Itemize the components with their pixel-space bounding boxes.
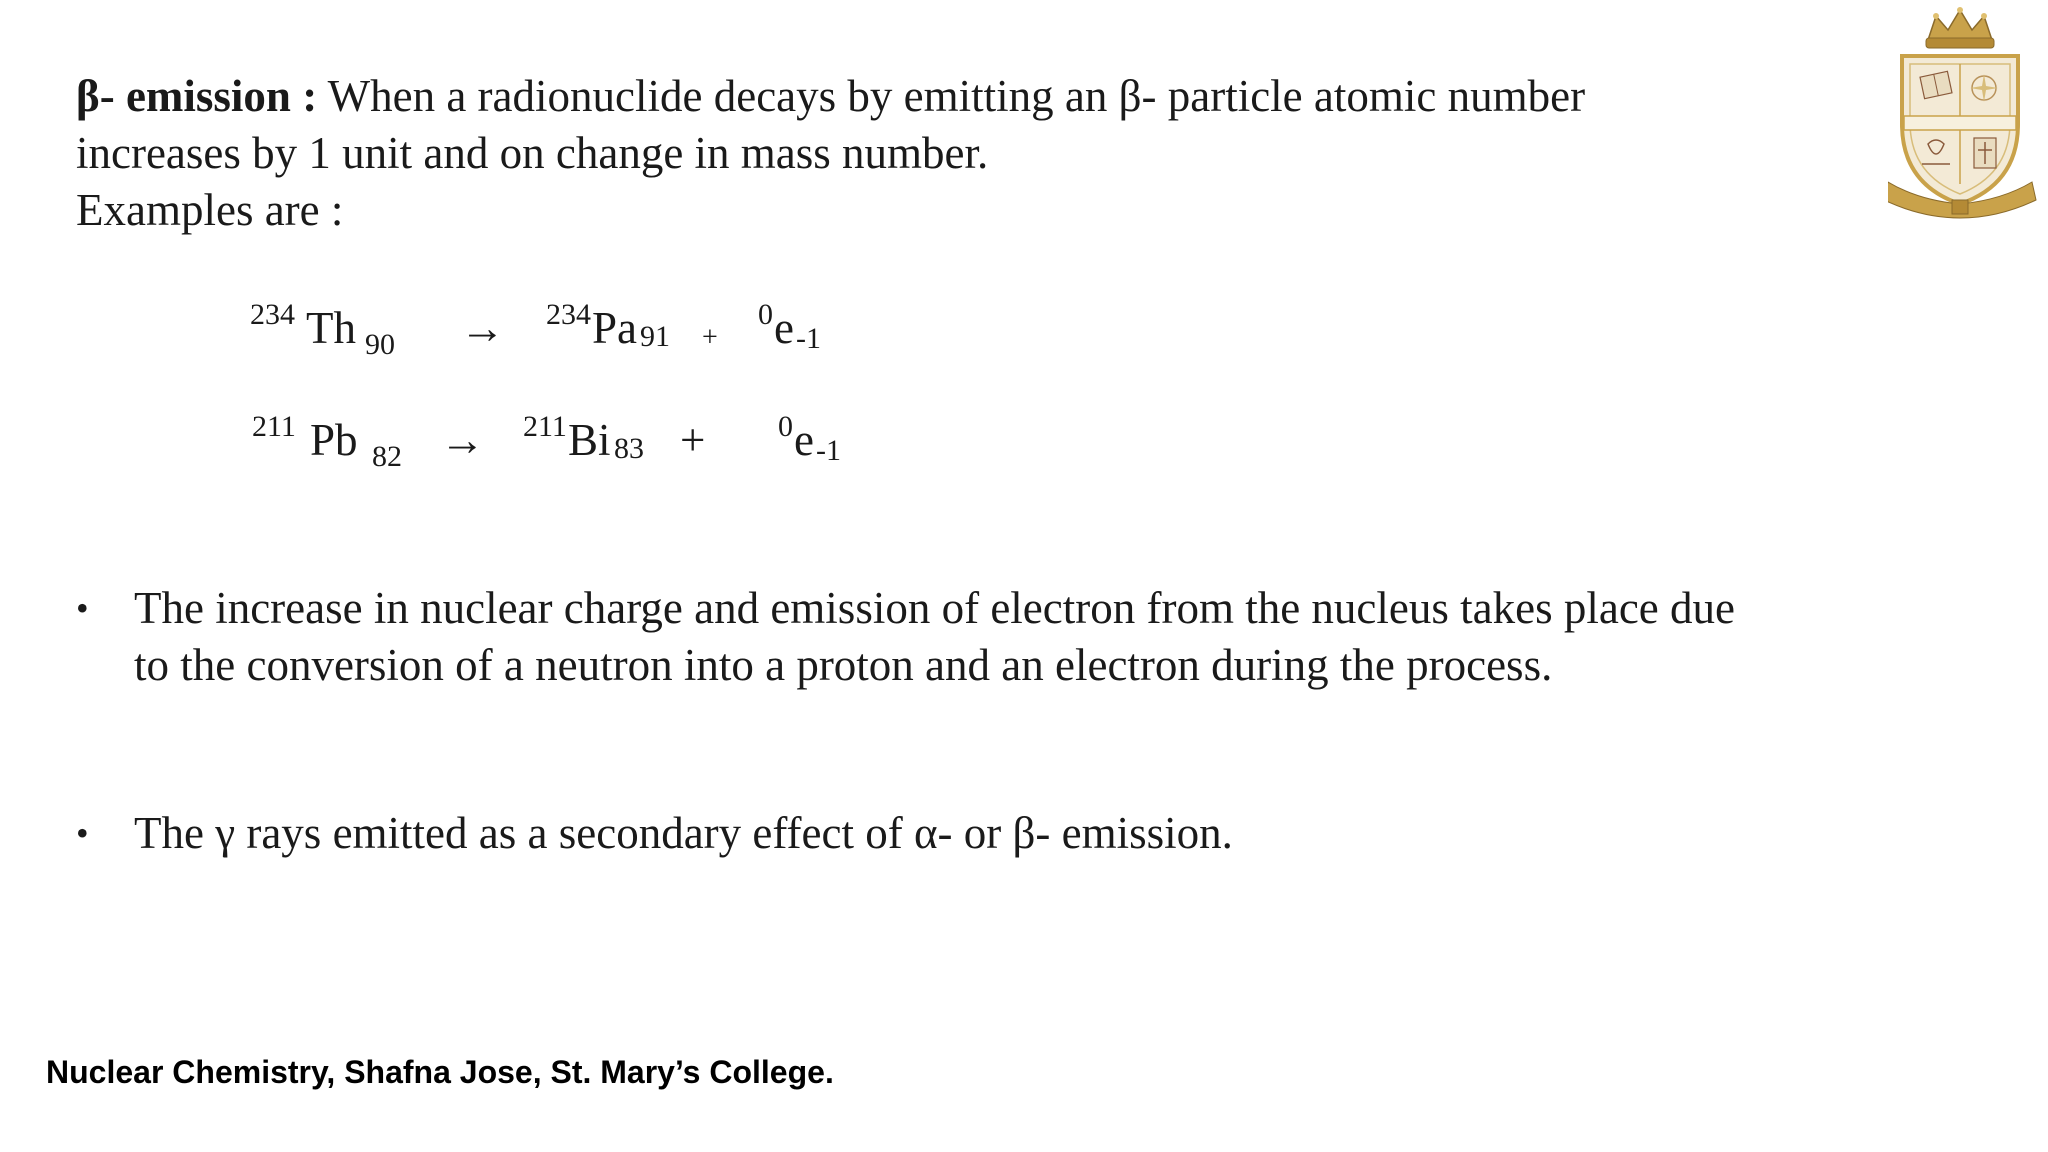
product-atomic-number: 91 (640, 320, 670, 353)
particle-mass-number: 0 (778, 410, 793, 443)
reaction-arrow: → (460, 303, 505, 353)
bullet-marker: • (76, 813, 89, 853)
bullet-list (76, 580, 1776, 862)
slide-footer: Nuclear Chemistry, Shafna Jose, St. Mary’s College. (46, 1054, 834, 1090)
product-symbol: Pa (592, 303, 637, 353)
particle-atomic-number: -1 (816, 434, 841, 467)
product-mass-number: 211 (523, 410, 567, 443)
product-atomic-number: 83 (614, 432, 644, 465)
particle-symbol: e (774, 303, 794, 353)
product-symbol: Bi (568, 415, 611, 465)
bullet-item-nuclear-charge (76, 580, 1776, 694)
definition-text: When a radionuclide decays by emitting an β- particle atomic number increases by 1 unit and on change in mass number. (76, 71, 1586, 178)
reactant-atomic-number: 82 (372, 440, 402, 473)
reactant-mass-number: 234 (250, 298, 295, 331)
bullet-text: The increase in nuclear charge and emission of electron from the nucleus takes place due to the conversion of a neutron into a proton and an electron during the process. (134, 583, 1735, 690)
examples-label: Examples are : (76, 185, 344, 235)
product-mass-number: 234 (546, 298, 591, 331)
decay-equation-thorium (250, 300, 850, 370)
definition-paragraph (76, 68, 1716, 182)
bullet-text: The γ rays emitted as a secondary effect of α- or β- emission. (134, 808, 1233, 858)
particle-atomic-number: -1 (796, 322, 821, 355)
plus-sign: + (680, 415, 706, 465)
reaction-arrow: → (440, 415, 485, 465)
intro-text-block (76, 68, 1716, 239)
bullet-item-gamma-rays (76, 805, 1776, 862)
particle-mass-number: 0 (758, 298, 773, 331)
reactant-symbol: Pb (310, 415, 358, 465)
plus-sign: + (702, 322, 718, 353)
decay-equation-lead (250, 412, 870, 482)
particle-symbol: e (794, 415, 814, 465)
reactant-atomic-number: 90 (365, 328, 395, 361)
college-crest-icon (1888, 4, 2048, 224)
reactant-mass-number: 211 (252, 410, 296, 443)
reactant-symbol: Th (306, 303, 356, 353)
beta-emission-heading: β- emission : (76, 71, 318, 121)
bullet-marker: • (76, 588, 89, 628)
